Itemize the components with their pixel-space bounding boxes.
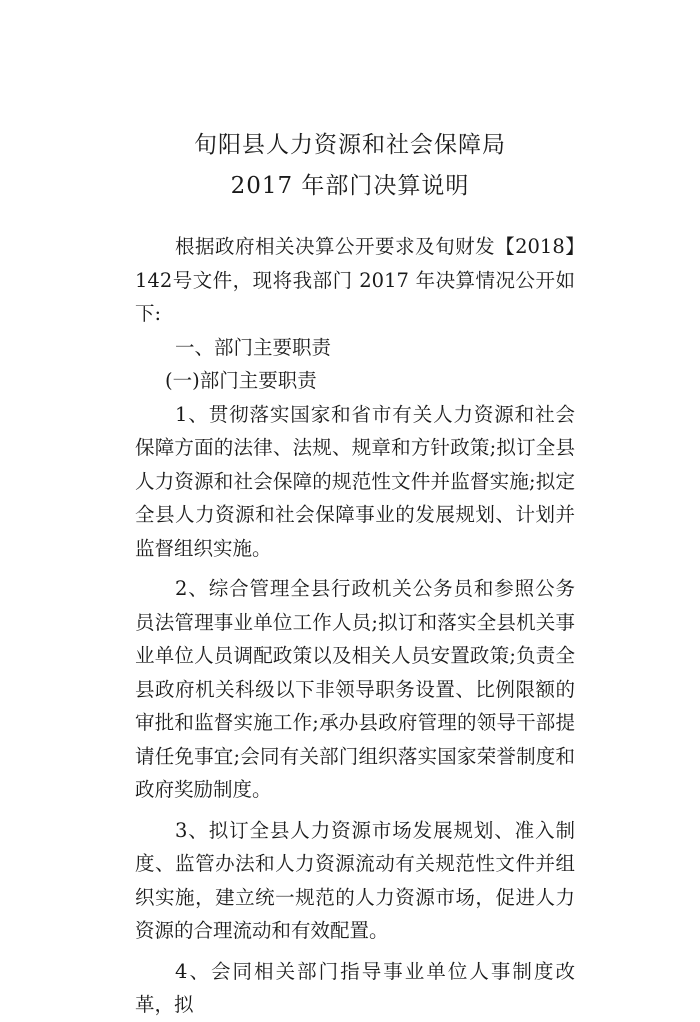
intro-paragraph: 根据政府相关决算公开要求及旬财发【2018】142号文件，现将我部门 2017 年决算情况公开如下: — [135, 235, 575, 325]
document-title: 旬阳县人力资源和社会保障局 — [194, 132, 506, 158]
duty-item-3: 3、拟订全县人力资源市场发展规划、准入制度、监管办法和人力资源流动有关规范性文件并组织实施，建立统一规范的人力资源市场，促进人力资源的合理流动和有效配置。 — [135, 818, 575, 942]
document-subtitle: 2017 年部门决算说明 — [230, 173, 470, 199]
section-heading: 一、部门主要职责 — [175, 335, 332, 359]
document-body — [135, 230, 575, 1022]
duty-item-2: 2、综合管理全县行政机关公务员和参照公务员法管理事业单位工作人员;拟订和落实全县机关事业单位人员调配政策以及相关人员安置政策;负责全县政府机关科级以下非领导职务设置、比例限额的审批和监督实施工作;承办县政府管理的领导干部提请任免事宜;会同有关部门组织落实国家荣誉制度和政府奖励制度。 — [135, 577, 575, 801]
duty-item-1: 1、贯彻落实国家和省市有关人力资源和社会保障方面的法律、法规、规章和方针政策;拟订全县人力资源和社会保障的规范性文件并监督实施;拟定全县人力资源和社会保障事业的发展规划、计划并监督组织实施。 — [135, 402, 575, 560]
subsection-heading: (一)部门主要职责 — [165, 369, 317, 392]
duty-item-4: 4、会同相关部门指导事业单位人事制度改革，拟 — [135, 959, 575, 1016]
